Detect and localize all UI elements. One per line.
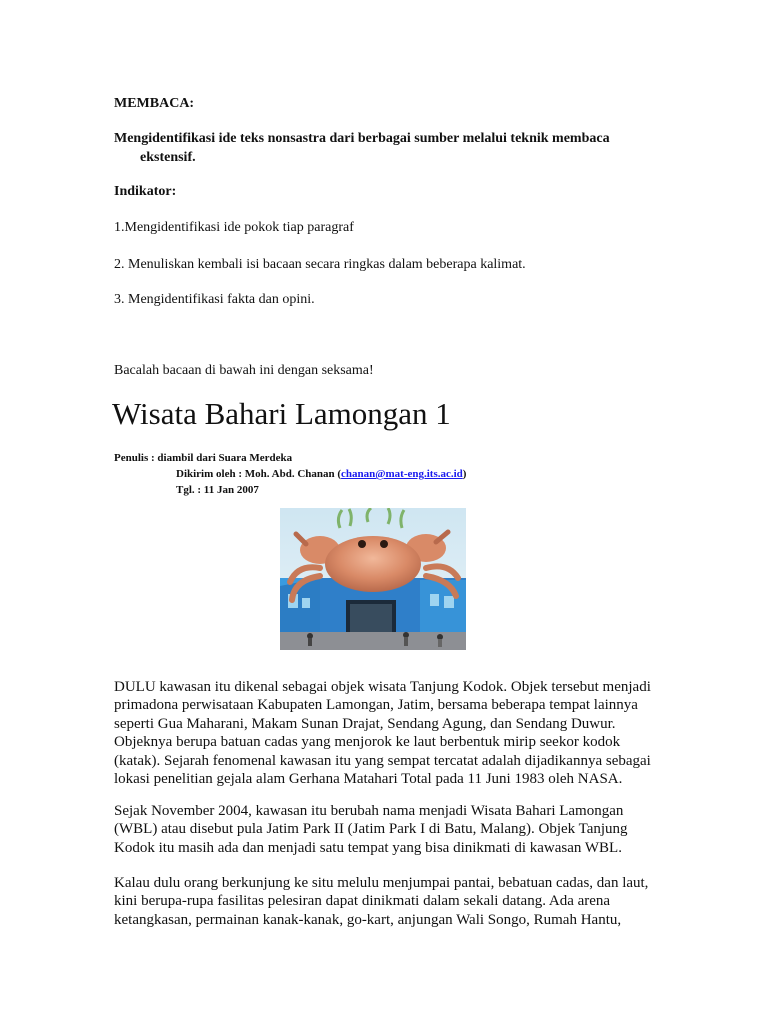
paragraph-line: seperti Gua Maharani, Makam Sunan Drajat, Sendang Agung, dan Sendang Duwur. xyxy=(114,715,616,732)
paragraph-line: ketangkasan, permainan kanak-kanak, go-kart, anjungan Wali Songo, Rumah Hantu, xyxy=(114,911,622,928)
indicator-item: 2. Menuliskan kembali isi bacaan secara ringkas dalam beberapa kalimat. xyxy=(114,257,526,272)
competency-line-1: Mengidentifikasi ide teks nonsastra dari berbagai sumber melalui teknik membaca xyxy=(114,131,610,146)
article-title: Wisata Bahari Lamongan 1 xyxy=(112,396,451,431)
author-line: Penulis : diambil dari Suara Merdeka xyxy=(114,452,293,464)
sender-email-link[interactable]: chanan@mat-eng.its.ac.id xyxy=(341,468,463,480)
paragraph-line: lokasi penelitian gejala alam Gerhana Matahari Total pada 11 Juni 1983 oleh NASA. xyxy=(114,771,623,788)
paragraph-line: Kodok itu masih ada dan menjadi satu tempat yang bisa dinikmati di kawasan WBL. xyxy=(114,839,622,856)
paragraph-line: Sejak November 2004, kawasan itu berubah nama menjadi Wisata Bahari Lamongan xyxy=(114,803,624,819)
competency-line-2: ekstensif. xyxy=(140,150,196,165)
sender-prefix: Dikirim oleh : Moh. Abd. Chanan ( xyxy=(176,468,342,480)
article-paragraph-2 xyxy=(114,802,659,857)
paragraph-line: primadona perwisataan Kabupaten Lamongan, Jatim, bersama beberapa tempat lainnya xyxy=(114,697,638,714)
reading-instruction: Bacalah bacaan di bawah ini dengan seksama! xyxy=(114,363,374,378)
indicator-item: 1.Mengidentifikasi ide pokok tiap paragraf xyxy=(114,220,354,235)
article-paragraph-1 xyxy=(114,678,659,788)
paragraph-line: Objeknya berupa batuan cadas yang menjorok ke laut berbentuk mirip seekor kodok xyxy=(114,734,621,751)
indicator-heading: Indikator: xyxy=(114,184,177,199)
section-heading: MEMBACA: xyxy=(114,96,195,111)
indicator-item: 3. Mengidentifikasi fakta dan opini. xyxy=(114,292,315,307)
paragraph-line: kini berupa-rupa fasilitas pelesiran dapat dinikmati dalam sekali datang. Ada arena xyxy=(114,893,611,910)
paragraph-line: Kalau dulu orang berkunjung ke situ melulu menjumpai pantai, bebatuan cadas, dan laut, xyxy=(114,875,649,891)
date-line: Tgl. : 11 Jan 2007 xyxy=(176,484,259,496)
paragraph-line: (katak). Sejarah fenomenal kawasan itu yang sempat tercatat adalah dijadikannya sebagai xyxy=(114,752,651,769)
sender-suffix: ) xyxy=(462,468,467,480)
paragraph-line: (WBL) atau disebut pula Jatim Park II (Jatim Park I di Batu, Malang). Objek Tanjung xyxy=(114,821,628,838)
crab-building-photo xyxy=(280,508,466,650)
sender-line xyxy=(176,468,466,480)
article-paragraph-3 xyxy=(114,874,659,929)
paragraph-line: DULU kawasan itu dikenal sebagai objek wisata Tanjung Kodok. Objek tersebut menjadi xyxy=(114,679,651,695)
